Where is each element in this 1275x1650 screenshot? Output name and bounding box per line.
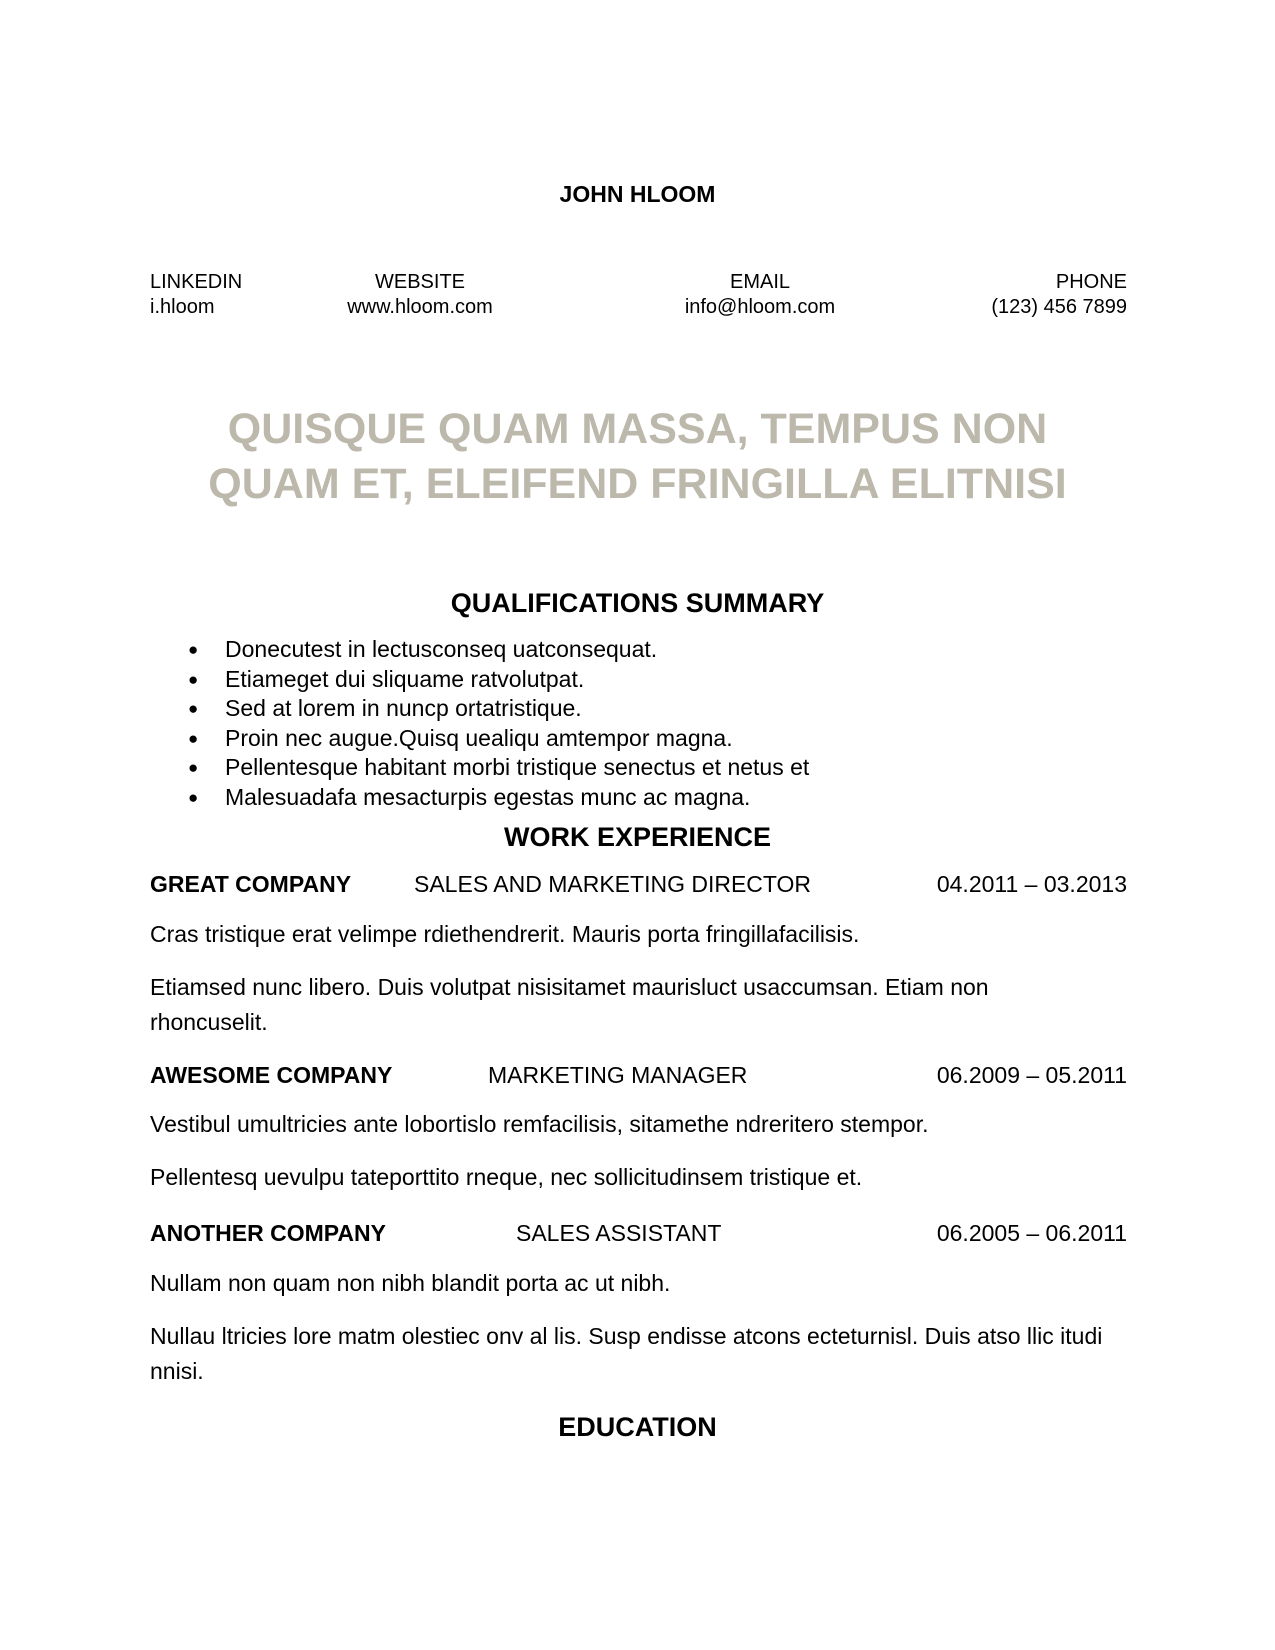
- job-company: GREAT COMPANY: [150, 871, 352, 897]
- list-item-text: Pellentesque habitant morbi tristique senectus et netus et: [225, 754, 810, 780]
- headline-line: QUISQUE QUAM MASSA, TEMPUS NON: [227, 405, 1048, 453]
- job-description: Nullau ltricies lore matm olestiec onv al lis. Susp endisse atcons ecteturnisl. Duis atso llic itudi nnisi.: [150, 1323, 1103, 1384]
- contact-linkedin: [150, 270, 242, 320]
- bullet-icon: ●: [188, 669, 199, 689]
- contact-value: i.hloom: [150, 296, 215, 318]
- list-item-text: Etiameget dui sliquame ratvolutpat.: [225, 665, 585, 692]
- list-item: [0, 635, 809, 665]
- contact-label: WEBSITE: [374, 271, 465, 293]
- job-dates: 06.2005 – 06.2011: [936, 1220, 1127, 1246]
- bullet-icon: ●: [188, 699, 199, 718]
- list-item: [0, 753, 809, 783]
- job-dates: 04.2011 – 03.2013: [936, 871, 1127, 897]
- contact-label: LINKEDIN: [150, 271, 243, 293]
- job-header: [0, 1218, 1275, 1248]
- list-item: [0, 694, 809, 724]
- bullet-icon: ●: [188, 640, 199, 659]
- job-header: [0, 869, 1275, 899]
- work-experience-title: WORK EXPERIENCE: [503, 822, 772, 852]
- contact-website: [300, 270, 540, 320]
- headline-line: QUAM ET, ELEIFEND FRINGILLA ELITNISI: [208, 460, 1067, 508]
- bullet-icon: ●: [188, 787, 199, 807]
- list-item: [0, 665, 809, 695]
- contact-label: EMAIL: [729, 271, 791, 293]
- contact-phone: [991, 270, 1127, 320]
- qualifications-title: QUALIFICATIONS SUMMARY: [450, 588, 825, 618]
- bullet-icon: ●: [188, 758, 199, 777]
- contact-value: info@hloom.com: [684, 296, 836, 318]
- contact-value: www.hloom.com: [347, 296, 493, 318]
- job-description: Etiamsed nunc libero. Duis volutpat nisisitamet maurisluct usaccumsan. Etiam non rhoncuselit.: [150, 974, 989, 1035]
- candidate-name: JOHN HLOOM: [559, 181, 716, 207]
- list-item: [0, 724, 809, 754]
- job-title: SALES ASSISTANT: [516, 1220, 722, 1246]
- job-title: SALES AND MARKETING DIRECTOR: [414, 871, 812, 897]
- job-company: AWESOME COMPANY: [150, 1062, 393, 1088]
- job-dates: 06.2009 – 05.2011: [936, 1062, 1127, 1088]
- job-description: Cras tristique erat velimpe rdiethendrerit. Mauris porta fringillafacilisis.: [150, 921, 860, 947]
- contact-value: (123) 456 7899: [991, 296, 1127, 318]
- job-description: Nullam non quam non nibh blandit porta ac ut nibh.: [150, 1270, 671, 1296]
- job-header: [0, 1060, 1275, 1090]
- list-item-text: Sed at lorem in nuncp ortatristique.: [225, 695, 582, 721]
- qualifications-list: [0, 635, 809, 812]
- job-description: Vestibul umultricies ante lobortislo remfacilisis, sitamethe ndreritero stempor.: [150, 1111, 929, 1137]
- headline: [0, 402, 1275, 512]
- list-item-text: Proin nec augue.Quisq uealiqu amtempor magna.: [225, 724, 733, 751]
- list-item-text: Donecutest in lectusconseq uatconsequat.: [225, 636, 658, 662]
- contact-label: PHONE: [1055, 271, 1127, 293]
- contact-email: [640, 270, 880, 320]
- job-description: Pellentesq uevulpu tateporttito rneque, nec sollicitudinsem tristique et.: [150, 1164, 863, 1190]
- job-title: MARKETING MANAGER: [488, 1062, 748, 1088]
- job-company: ANOTHER COMPANY: [150, 1220, 386, 1246]
- bullet-icon: ●: [188, 728, 199, 748]
- education-title: EDUCATION: [558, 1412, 717, 1442]
- list-item: [0, 783, 809, 813]
- list-item-text: Malesuadafa mesacturpis egestas munc ac magna.: [225, 783, 751, 810]
